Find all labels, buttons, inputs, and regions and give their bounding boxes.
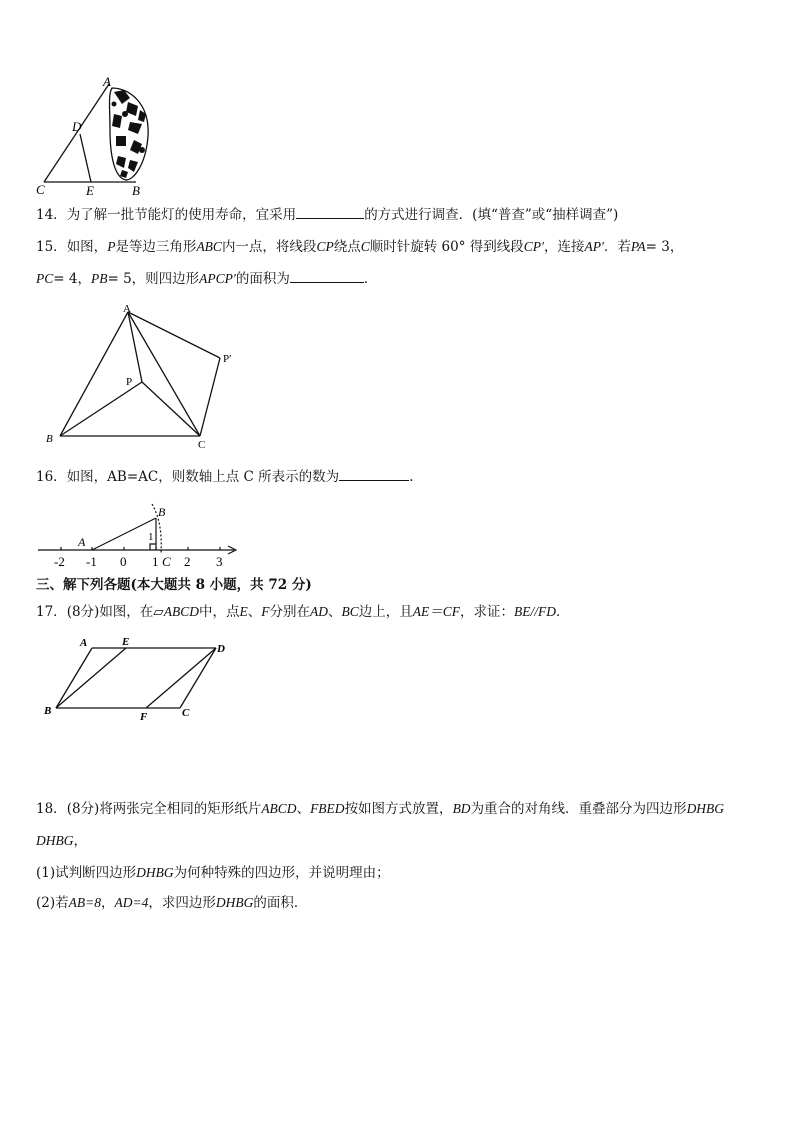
math-var: BE//FD bbox=[513, 604, 556, 619]
tick-label: 1 bbox=[152, 554, 159, 569]
math-var: P bbox=[107, 239, 116, 254]
figure-triangle-pond bbox=[30, 74, 160, 202]
label-b: B bbox=[158, 505, 166, 519]
label-e: E bbox=[122, 636, 130, 648]
text: 为重合的对角线．重叠部分为四边形 bbox=[470, 801, 687, 817]
question-number: 17． bbox=[36, 604, 67, 620]
text: = 5，则四边形 bbox=[107, 271, 200, 287]
math-var: CP bbox=[316, 239, 334, 254]
math-var: DHBG bbox=[686, 801, 725, 816]
label-f: F bbox=[140, 711, 148, 723]
tick-label: 2 bbox=[184, 554, 191, 569]
math-var: ABCD bbox=[261, 801, 297, 816]
text: ， bbox=[73, 833, 87, 849]
label-a: A bbox=[78, 535, 86, 549]
question-number: 14． bbox=[36, 207, 67, 223]
math-var: DHBG bbox=[215, 895, 254, 910]
label-c: C bbox=[162, 554, 171, 569]
math-var: DHBG bbox=[36, 833, 74, 848]
math-var: APCP′ bbox=[199, 271, 236, 286]
text: 如图，在▱ bbox=[99, 604, 164, 620]
text: ． bbox=[363, 271, 378, 287]
label-p-prime: P′ bbox=[223, 353, 232, 365]
question-18 bbox=[36, 800, 724, 818]
math-var: AE＝CF bbox=[412, 604, 460, 619]
label-a: A bbox=[103, 74, 111, 89]
label-d: D bbox=[72, 119, 82, 134]
label-c: C bbox=[198, 439, 206, 451]
label-one: 1 bbox=[148, 531, 154, 543]
text: 、 bbox=[247, 604, 262, 620]
text: 、 bbox=[327, 604, 342, 620]
label-a: A bbox=[80, 637, 88, 649]
text: 为何种特殊的四边形，并说明理由； bbox=[173, 865, 390, 881]
label-c: C bbox=[182, 707, 190, 719]
tick-label: -2 bbox=[54, 554, 65, 569]
math-var: BC bbox=[341, 604, 359, 619]
figure-equilateral-triangle bbox=[40, 300, 250, 452]
segment-pa bbox=[128, 312, 142, 382]
text: 边上，且 bbox=[358, 604, 413, 620]
text: (2)若 bbox=[36, 895, 69, 911]
question-18-part-2 bbox=[36, 894, 307, 912]
math-var: PA bbox=[630, 239, 646, 254]
math-var: AB=8 bbox=[68, 895, 101, 910]
text: ． bbox=[555, 604, 570, 620]
segment-pb bbox=[60, 382, 142, 436]
text: ，求四边形 bbox=[148, 895, 216, 911]
question-18-line2 bbox=[36, 832, 87, 850]
math-var: PC bbox=[36, 271, 54, 286]
question-18-part-1 bbox=[36, 864, 390, 882]
question-number: 18． bbox=[36, 801, 67, 817]
figure-parallelogram bbox=[40, 634, 240, 726]
text: = 3， bbox=[645, 239, 684, 255]
tick-label: 3 bbox=[216, 554, 223, 569]
score: (8分) bbox=[66, 801, 100, 817]
math-var: E bbox=[239, 604, 248, 619]
text: 中，点 bbox=[198, 604, 240, 620]
math-var: AD=4 bbox=[114, 895, 149, 910]
question-15 bbox=[36, 238, 683, 256]
text: 内一点，将线段 bbox=[221, 239, 317, 255]
text: ，求证： bbox=[459, 604, 514, 620]
label-b: B bbox=[46, 433, 53, 445]
text: 的面积． bbox=[253, 895, 308, 911]
text: 如图， bbox=[66, 239, 108, 255]
question-17 bbox=[36, 603, 569, 621]
math-var: PB bbox=[90, 271, 108, 286]
math-var: ABC bbox=[196, 239, 222, 254]
question-text: 如图，AB=AC，则数轴上点 C 所表示的数为 bbox=[66, 469, 340, 485]
math-var: AD bbox=[309, 604, 328, 619]
text: ， bbox=[100, 895, 115, 911]
label-a: A bbox=[123, 303, 131, 315]
label-d: D bbox=[217, 643, 225, 655]
math-var: BD bbox=[452, 801, 471, 816]
text: 顺时针旋转 60° 得到线段 bbox=[369, 239, 524, 255]
math-var: FBED bbox=[310, 801, 345, 816]
right-angle-mark bbox=[150, 544, 156, 550]
side-ba bbox=[56, 648, 92, 708]
question-text: 的方式进行调查．(填“普查”或“抽样调查”) bbox=[364, 207, 619, 223]
text: 将两张完全相同的矩形纸片 bbox=[99, 801, 262, 817]
tick-label: 0 bbox=[120, 554, 127, 569]
label-c: C bbox=[36, 182, 45, 197]
text: 分别在 bbox=[269, 604, 310, 620]
label-p: P bbox=[126, 376, 133, 388]
text: ．若 bbox=[603, 239, 631, 255]
figure-number-line bbox=[34, 500, 244, 572]
text: 的面积为 bbox=[235, 271, 290, 287]
answer-blank[interactable] bbox=[339, 468, 409, 481]
segment-ab bbox=[92, 518, 156, 550]
text: 绕点 bbox=[333, 239, 361, 255]
label-b: B bbox=[44, 705, 52, 717]
side-dc bbox=[180, 648, 216, 708]
text: = 4， bbox=[53, 271, 91, 287]
score: (8分) bbox=[66, 604, 100, 620]
segment-be bbox=[56, 648, 126, 708]
question-text: 为了解一批节能灯的使用寿命，宜采用 bbox=[66, 207, 297, 223]
segment-fd bbox=[146, 648, 216, 708]
text: . bbox=[409, 469, 414, 485]
text: ，连接 bbox=[543, 239, 585, 255]
text: 是等边三角形 bbox=[115, 239, 197, 255]
question-14 bbox=[36, 206, 618, 224]
label-e: E bbox=[86, 183, 94, 198]
text: 按如图方式放置， bbox=[344, 801, 453, 817]
math-var: F bbox=[261, 604, 270, 619]
answer-blank[interactable] bbox=[296, 206, 364, 219]
math-var: DHBG bbox=[136, 865, 174, 880]
label-b: B bbox=[132, 183, 140, 198]
segment-cp2 bbox=[200, 358, 220, 436]
segment-pc bbox=[142, 382, 200, 436]
question-number: 16． bbox=[36, 469, 67, 485]
tick-label: -1 bbox=[86, 554, 97, 569]
math-var: CP′ bbox=[523, 239, 544, 254]
math-var: AP′ bbox=[584, 239, 604, 254]
question-15-line2 bbox=[36, 270, 377, 288]
side-ab bbox=[60, 312, 128, 436]
text: (1)试判断四边形 bbox=[36, 865, 137, 881]
math-var: ABCD bbox=[163, 604, 199, 619]
question-number: 15． bbox=[36, 239, 67, 255]
math-var: C bbox=[360, 239, 370, 254]
segment-de bbox=[80, 134, 91, 182]
section-heading: 三、解下列各题(本大题共 8 小题，共 72 分) bbox=[36, 577, 312, 593]
text: 、 bbox=[296, 801, 311, 817]
answer-blank[interactable] bbox=[290, 270, 364, 283]
question-16 bbox=[36, 468, 413, 486]
